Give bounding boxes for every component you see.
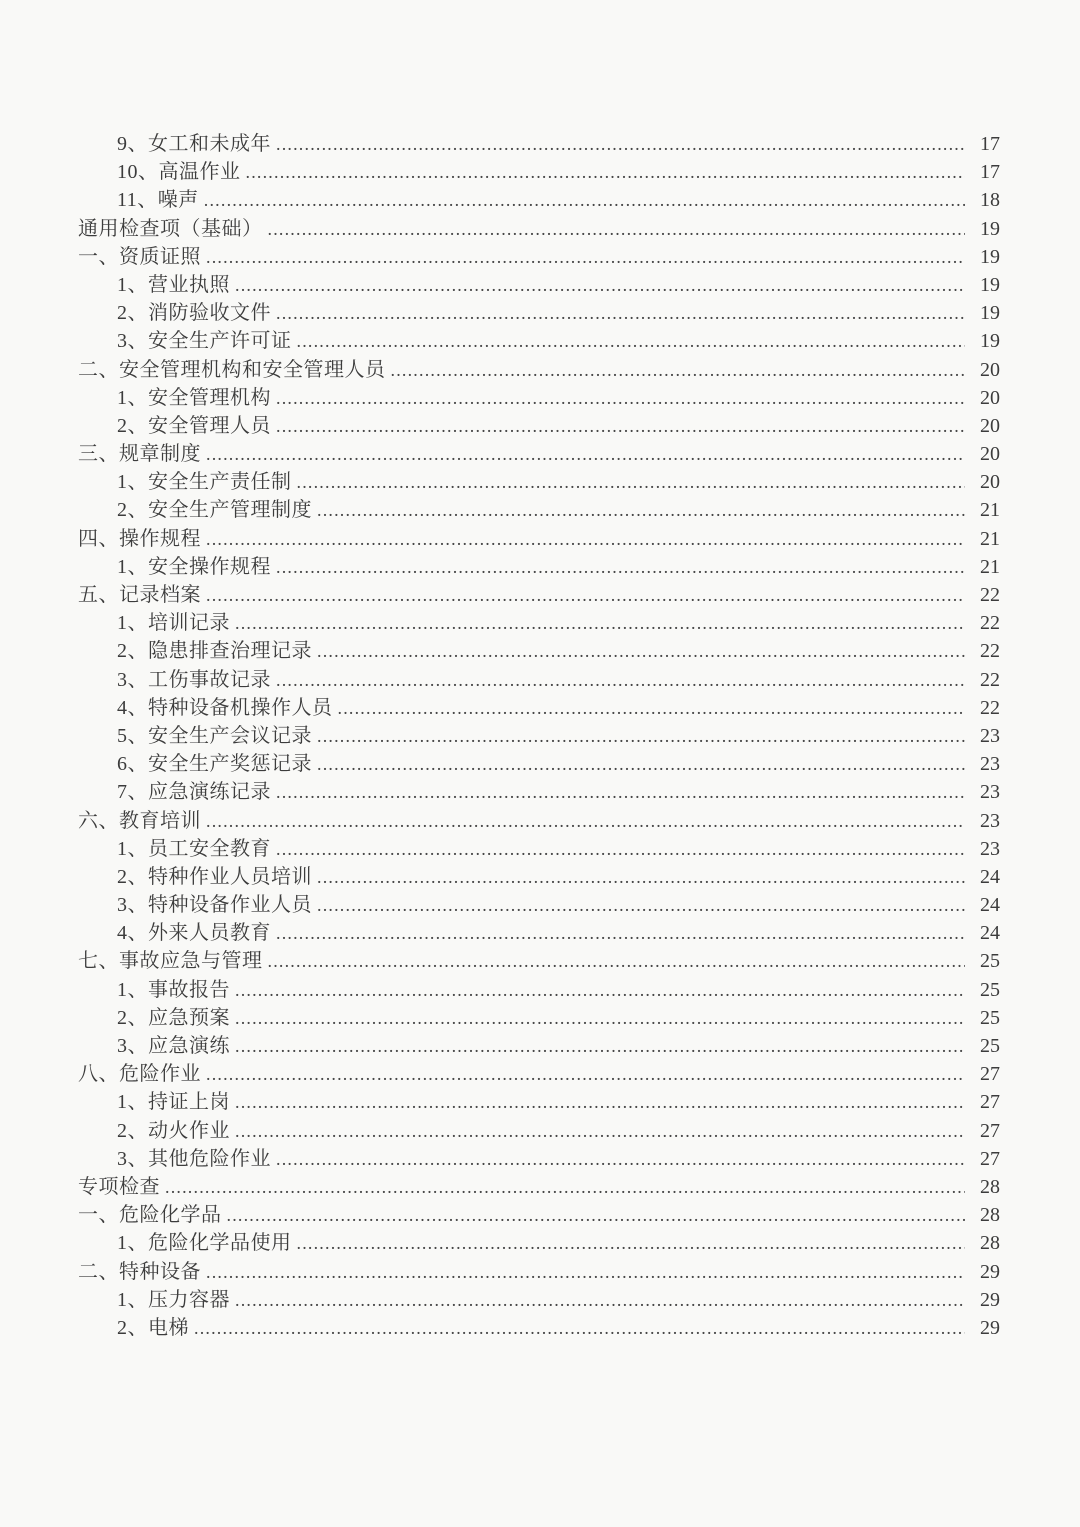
toc-entry <box>78 835 1000 863</box>
table-of-contents <box>78 130 1000 1342</box>
toc-entry-label: 4、特种设备机操作人员 <box>117 696 333 719</box>
toc-dot-leader <box>317 637 965 665</box>
toc-entry <box>78 440 1000 468</box>
toc-entry-page: 23 <box>980 753 1000 776</box>
toc-entry <box>78 130 1000 158</box>
toc-entry-page: 28 <box>980 1204 1000 1227</box>
toc-entry <box>78 1117 1000 1145</box>
toc-dot-leader <box>235 1286 965 1314</box>
toc-entry <box>78 1258 1000 1286</box>
toc-dot-leader <box>276 666 965 694</box>
toc-entry-label: 四、操作规程 <box>78 527 201 550</box>
toc-entry <box>78 243 1000 271</box>
toc-entry <box>78 778 1000 806</box>
toc-entry-label: 3、应急演练 <box>117 1035 230 1057</box>
toc-entry-page: 28 <box>980 1232 1000 1255</box>
toc-entry <box>78 553 1000 581</box>
toc-entry-page: 19 <box>980 217 1000 240</box>
toc-entry <box>78 525 1000 553</box>
toc-dot-leader <box>276 778 965 806</box>
toc-entry-label: 2、应急预案 <box>117 1006 230 1029</box>
toc-dot-leader <box>227 1201 966 1229</box>
toc-entry-page: 23 <box>980 837 1000 860</box>
toc-entry <box>78 891 1000 919</box>
toc-entry-label: 3、安全生产许可证 <box>117 330 292 353</box>
toc-entry-page: 29 <box>980 1316 1000 1339</box>
toc-dot-leader <box>276 130 965 158</box>
toc-entry-page: 23 <box>980 781 1000 804</box>
toc-dot-leader <box>206 807 965 835</box>
toc-entry <box>78 637 1000 665</box>
toc-entry-label: 1、压力容器 <box>117 1288 230 1311</box>
toc-entry <box>78 919 1000 947</box>
toc-entry-page: 29 <box>980 1288 1000 1311</box>
toc-entry <box>78 722 1000 750</box>
toc-dot-leader <box>206 243 965 271</box>
toc-entry <box>78 412 1000 440</box>
toc-entry-page: 20 <box>980 443 1000 466</box>
toc-entry <box>78 271 1000 299</box>
toc-entry <box>78 1088 1000 1116</box>
toc-entry-label: 3、工伤事故记录 <box>117 668 271 691</box>
toc-entry-page: 28 <box>980 1175 1000 1198</box>
toc-entry-label: 五、记录档案 <box>78 584 201 606</box>
toc-entry-label: 5、安全生产会议记录 <box>117 724 312 747</box>
toc-dot-leader <box>317 891 965 919</box>
toc-entry <box>78 1201 1000 1229</box>
toc-entry <box>78 807 1000 835</box>
toc-entry <box>78 666 1000 694</box>
toc-entry-page: 22 <box>980 668 1000 691</box>
toc-entry-page: 17 <box>980 161 1000 184</box>
toc-dot-leader <box>276 1145 965 1173</box>
toc-dot-leader <box>297 327 966 355</box>
toc-dot-leader <box>194 1314 965 1342</box>
toc-dot-leader <box>317 750 965 778</box>
toc-entry-page: 19 <box>980 302 1000 325</box>
toc-entry-page: 24 <box>980 922 1000 945</box>
toc-entry-page: 29 <box>980 1260 1000 1283</box>
toc-entry-label: 三、规章制度 <box>78 443 201 466</box>
toc-entry-page: 27 <box>980 1063 1000 1086</box>
toc-entry-page: 22 <box>980 612 1000 635</box>
toc-entry <box>78 186 1000 214</box>
toc-entry-label: 1、安全操作规程 <box>117 555 271 578</box>
toc-dot-leader <box>246 158 966 186</box>
toc-entry-page: 20 <box>980 386 1000 409</box>
toc-dot-leader <box>297 468 966 496</box>
toc-entry-label: 二、安全管理机构和安全管理人员 <box>78 358 386 381</box>
toc-entry <box>78 609 1000 637</box>
toc-dot-leader <box>276 412 965 440</box>
toc-entry-label: 八、危险作业 <box>78 1063 201 1086</box>
toc-entry <box>78 384 1000 412</box>
toc-entry <box>78 750 1000 778</box>
toc-dot-leader <box>235 976 965 1004</box>
toc-entry-label: 二、特种设备 <box>78 1260 201 1283</box>
toc-entry <box>78 496 1000 524</box>
toc-entry-label: 1、员工安全教育 <box>117 837 271 860</box>
toc-entry-label: 6、安全生产奖惩记录 <box>117 753 312 776</box>
toc-dot-leader <box>276 299 965 327</box>
toc-entry-label: 六、教育培训 <box>78 809 201 832</box>
toc-entry-page: 23 <box>980 724 1000 747</box>
toc-entry <box>78 694 1000 722</box>
toc-entry-page: 20 <box>980 358 1000 381</box>
toc-entry-label: 4、外来人员教育 <box>117 922 271 945</box>
toc-dot-leader <box>268 215 966 243</box>
toc-dot-leader <box>276 553 965 581</box>
toc-entry-page: 20 <box>980 471 1000 494</box>
toc-entry <box>78 1145 1000 1173</box>
toc-entry-page: 19 <box>980 330 1000 353</box>
toc-dot-leader <box>235 1117 965 1145</box>
toc-entry-page: 19 <box>980 245 1000 268</box>
toc-entry-page: 22 <box>980 696 1000 719</box>
toc-entry-label: 1、安全管理机构 <box>117 386 271 409</box>
toc-entry-page: 25 <box>980 978 1000 1001</box>
toc-entry-label: 9、女工和未成年 <box>117 133 271 155</box>
toc-entry-page: 21 <box>980 527 1000 550</box>
toc-dot-leader <box>206 1060 965 1088</box>
toc-entry <box>78 1004 1000 1032</box>
toc-dot-leader <box>235 609 965 637</box>
toc-entry <box>78 327 1000 355</box>
toc-entry-label: 1、持证上岗 <box>117 1091 230 1114</box>
toc-dot-leader <box>204 186 965 214</box>
toc-entry-label: 3、特种设备作业人员 <box>117 894 312 917</box>
toc-dot-leader <box>276 835 965 863</box>
toc-entry-page: 19 <box>980 273 1000 296</box>
toc-entry <box>78 356 1000 384</box>
toc-dot-leader <box>206 581 965 609</box>
toc-entry <box>78 468 1000 496</box>
toc-entry-label: 2、动火作业 <box>117 1119 230 1142</box>
toc-dot-leader <box>276 919 965 947</box>
toc-entry-label: 2、安全管理人员 <box>117 414 271 437</box>
toc-entry <box>78 976 1000 1004</box>
toc-entry-label: 七、事故应急与管理 <box>78 950 263 973</box>
toc-entry-label: 通用检查项（基础） <box>78 217 263 240</box>
toc-dot-leader <box>235 1032 965 1060</box>
toc-entry <box>78 947 1000 975</box>
toc-entry-label: 一、危险化学品 <box>78 1204 222 1227</box>
toc-entry-page: 24 <box>980 894 1000 917</box>
toc-entry <box>78 299 1000 327</box>
toc-entry-label: 一、资质证照 <box>78 245 201 268</box>
toc-entry-page: 17 <box>980 133 1000 155</box>
toc-entry-page: 18 <box>980 189 1000 212</box>
toc-entry-page: 21 <box>980 499 1000 522</box>
toc-dot-leader <box>317 496 965 524</box>
toc-entry-label: 1、营业执照 <box>117 273 230 296</box>
toc-entry-page: 27 <box>980 1147 1000 1170</box>
toc-dot-leader <box>276 384 965 412</box>
toc-entry-label: 1、事故报告 <box>117 978 230 1001</box>
toc-dot-leader <box>268 947 966 975</box>
toc-entry <box>78 158 1000 186</box>
toc-entry <box>78 215 1000 243</box>
toc-entry <box>78 581 1000 609</box>
toc-dot-leader <box>391 356 966 384</box>
toc-entry <box>78 1060 1000 1088</box>
toc-entry-label: 2、安全生产管理制度 <box>117 499 312 522</box>
toc-dot-leader <box>338 694 966 722</box>
toc-entry-label: 1、培训记录 <box>117 612 230 635</box>
toc-entry <box>78 863 1000 891</box>
toc-entry-page: 27 <box>980 1091 1000 1114</box>
toc-entry-label: 10、高温作业 <box>117 161 241 184</box>
toc-entry-page: 27 <box>980 1119 1000 1142</box>
toc-entry-page: 22 <box>980 584 1000 606</box>
toc-entry-page: 22 <box>980 640 1000 663</box>
toc-entry-label: 2、隐患排查治理记录 <box>117 640 312 663</box>
toc-entry-page: 25 <box>980 1035 1000 1057</box>
toc-dot-leader <box>165 1173 965 1201</box>
toc-entry-label: 3、其他危险作业 <box>117 1147 271 1170</box>
toc-entry-label: 专项检查 <box>78 1175 160 1198</box>
toc-entry-page: 25 <box>980 1006 1000 1029</box>
toc-dot-leader <box>206 525 965 553</box>
toc-dot-leader <box>317 863 965 891</box>
toc-entry-label: 7、应急演练记录 <box>117 781 271 804</box>
toc-entry-page: 23 <box>980 809 1000 832</box>
toc-entry-label: 2、消防验收文件 <box>117 302 271 325</box>
toc-entry <box>78 1314 1000 1342</box>
toc-dot-leader <box>206 440 965 468</box>
toc-entry <box>78 1173 1000 1201</box>
toc-entry-page: 25 <box>980 950 1000 973</box>
toc-entry-label: 11、噪声 <box>117 189 199 212</box>
toc-entry-label: 2、电梯 <box>117 1316 189 1339</box>
toc-entry-label: 1、危险化学品使用 <box>117 1232 292 1255</box>
toc-entry <box>78 1032 1000 1060</box>
toc-dot-leader <box>235 1088 965 1116</box>
toc-dot-leader <box>235 1004 965 1032</box>
toc-entry-label: 1、安全生产责任制 <box>117 471 292 494</box>
toc-entry <box>78 1286 1000 1314</box>
toc-dot-leader <box>317 722 965 750</box>
toc-entry-label: 2、特种作业人员培训 <box>117 865 312 888</box>
toc-dot-leader <box>297 1229 966 1257</box>
toc-entry-page: 21 <box>980 555 1000 578</box>
toc-dot-leader <box>235 271 965 299</box>
toc-entry-page: 24 <box>980 865 1000 888</box>
toc-dot-leader <box>206 1258 965 1286</box>
toc-entry-page: 20 <box>980 414 1000 437</box>
toc-entry <box>78 1229 1000 1257</box>
